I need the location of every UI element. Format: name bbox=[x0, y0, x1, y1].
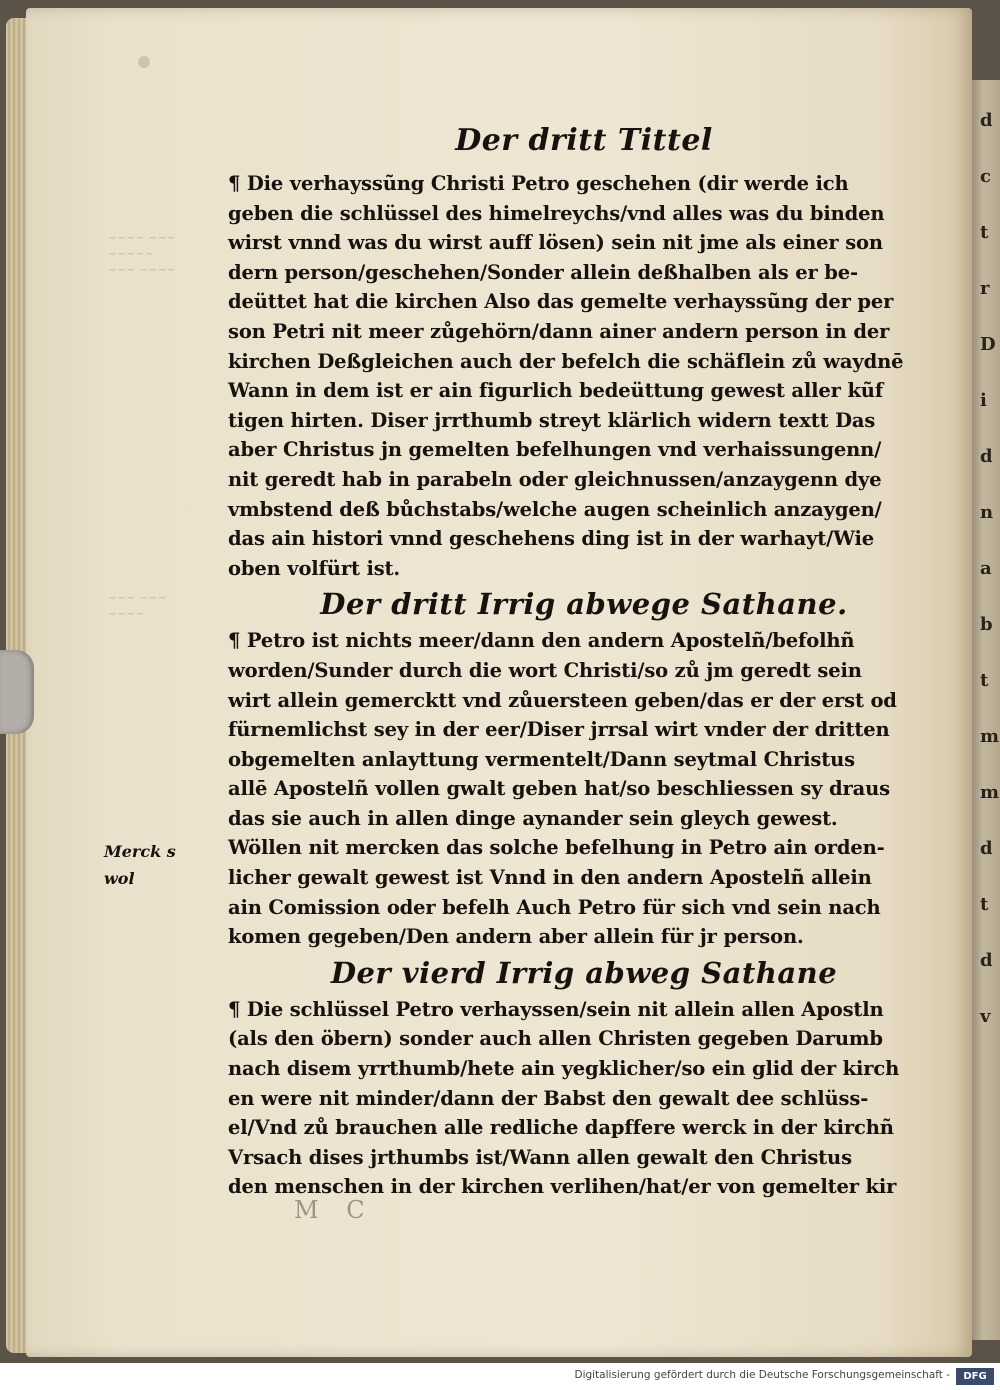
book-clamp bbox=[0, 650, 34, 734]
text-line: geben die schlüssel des himelreychs/vnd alles was du binden bbox=[228, 201, 885, 225]
manuscript-mark: M C bbox=[294, 1196, 375, 1224]
main-text-block bbox=[228, 113, 940, 1202]
facing-page-letter: t bbox=[980, 670, 989, 691]
text-line: fürnemlichst sey in der eer/Diser jrrsal wirt vnder der dritten bbox=[228, 718, 890, 742]
text-line: den menschen in der kirchen verlihen/hat/er von gemelter kir bbox=[228, 1175, 897, 1199]
facing-page-letter: d bbox=[980, 446, 993, 467]
text-line: ain Comission oder befelh Auch Petro für sich vnd sein nach bbox=[228, 895, 881, 919]
text-line: aber Christus jn gemelten befelhungen vnd verhaissungenn/ bbox=[228, 438, 882, 462]
text-line: en were nit minder/dann der Babst den gewalt dee schlüss- bbox=[228, 1086, 869, 1110]
funding-credit: Digitalisierung gefördert durch die Deutsche Forschungsgemeinschaft - bbox=[574, 1369, 950, 1381]
facing-page-letter: d bbox=[980, 950, 993, 971]
text-line: Wöllen nit mercken das solche befelhung in Petro ain orden- bbox=[228, 836, 885, 860]
text-line: son Petri nit meer zůgehörn/dann ainer andern person in der bbox=[228, 319, 890, 343]
facing-page-letter: v bbox=[980, 1006, 991, 1027]
facing-page-letter: d bbox=[980, 110, 993, 131]
section-heading: Der vierd Irrig abweg Sathane bbox=[330, 955, 838, 990]
text-line: el/Vnd zů brauchen alle redliche dapffere werck in der kirchñ bbox=[228, 1116, 894, 1140]
facing-page-letter: m bbox=[980, 726, 1000, 747]
text-line: worden/Sunder durch die wort Christi/so zů jm geredt sein bbox=[228, 658, 862, 682]
facing-page-letter: i bbox=[980, 390, 987, 411]
text-line: Wann in dem ist er ain figurlich bedeüttung gewest aller kũf bbox=[228, 379, 884, 403]
facing-page-letter: d bbox=[980, 838, 993, 859]
text-line: komen gegeben/Den andern aber allein für jr person. bbox=[228, 925, 804, 949]
text-line: ¶ Die verhayssũng Christi Petro geschehen (dir werde ich bbox=[228, 172, 849, 195]
paper-stain bbox=[138, 56, 150, 68]
text-line: obgemelten anlayttung vermentelt/Dann seytmal Christus bbox=[228, 747, 855, 771]
dfg-logo-icon: DFG bbox=[956, 1368, 994, 1385]
text-line: allē Apostelñ vollen gwalt geben hat/so beschliessen sy draus bbox=[228, 777, 891, 801]
text-line: Vrsach dises jrthumbs ist/Wann allen gewalt den Christus bbox=[228, 1145, 852, 1169]
show-through-text: ~~~ ~~~ ~~~~ bbox=[108, 591, 167, 620]
marginal-note bbox=[104, 838, 176, 892]
facing-page-letter: b bbox=[980, 614, 993, 635]
text-line: nit geredt hab in parabeln oder gleichnussen/anzaygenn dye bbox=[228, 467, 882, 491]
text-line: das sie auch in allen dinge aynander sein gleych gewest. bbox=[228, 806, 838, 830]
facing-page-letter: t bbox=[980, 894, 989, 915]
marginal-note-line: wol bbox=[104, 869, 135, 888]
marginal-note-line: Merck s bbox=[104, 842, 176, 861]
text-line: ¶ Petro ist nichts meer/dann den andern Apostelñ/befolhñ bbox=[228, 629, 855, 653]
facing-page-letter: r bbox=[980, 278, 990, 299]
text-line: licher gewalt gewest ist Vnnd in den andern Apostelñ allein bbox=[228, 866, 872, 890]
text-line: (als den öbern) sonder auch allen Christen gegeben Darumb bbox=[228, 1027, 883, 1051]
facing-page-letter: n bbox=[980, 502, 994, 523]
facing-page-letter: a bbox=[980, 558, 992, 579]
footer-bar bbox=[0, 1363, 1000, 1390]
show-through-text: ~~~~ ~~~ ~~~~~ ~~~ ~~~~ bbox=[108, 231, 177, 276]
text-line: oben volfürt ist. bbox=[228, 556, 401, 580]
text-line: deüttet hat die kirchen Also das gemelte verhayssũng der per bbox=[228, 290, 894, 314]
section-heading: Der dritt Tittel bbox=[455, 123, 713, 158]
facing-page-edge bbox=[972, 80, 1000, 1340]
text-line: ¶ Die schlüssel Petro verhayssen/sein nit allein allen Apostln bbox=[228, 997, 884, 1021]
facing-page-letter: t bbox=[980, 222, 989, 243]
section-heading: Der dritt Irrig abwege Sathane. bbox=[320, 587, 848, 622]
text-line: dern person/geschehen/Sonder allein deßhalben als er be- bbox=[228, 260, 858, 284]
text-line: tigen hirten. Diser jrrthumb streyt klärlich widern textt Das bbox=[228, 408, 876, 432]
facing-page-letter: m bbox=[980, 782, 1000, 803]
facing-page-letter: D bbox=[980, 334, 996, 355]
text-line: nach disem yrrthumb/hete ain yegklicher/so ein glid der kirch bbox=[228, 1057, 900, 1081]
facing-page-letter: c bbox=[980, 166, 991, 187]
text-line: vmbstend deß bůchstabs/welche augen scheinlich anzaygen/ bbox=[228, 497, 882, 521]
text-line: kirchen Deßgleichen auch der befelch die schäflein zů waydnē bbox=[228, 349, 904, 373]
text-line: wirst vnnd was du wirst auff lösen) sein nit jme als einer son bbox=[228, 231, 883, 255]
text-line: das ain histori vnnd geschehens ding ist in der warhayt/Wie bbox=[228, 527, 874, 551]
text-line: wirt allein gemercktt vnd zůuersteen geben/das er der erst od bbox=[228, 688, 897, 712]
